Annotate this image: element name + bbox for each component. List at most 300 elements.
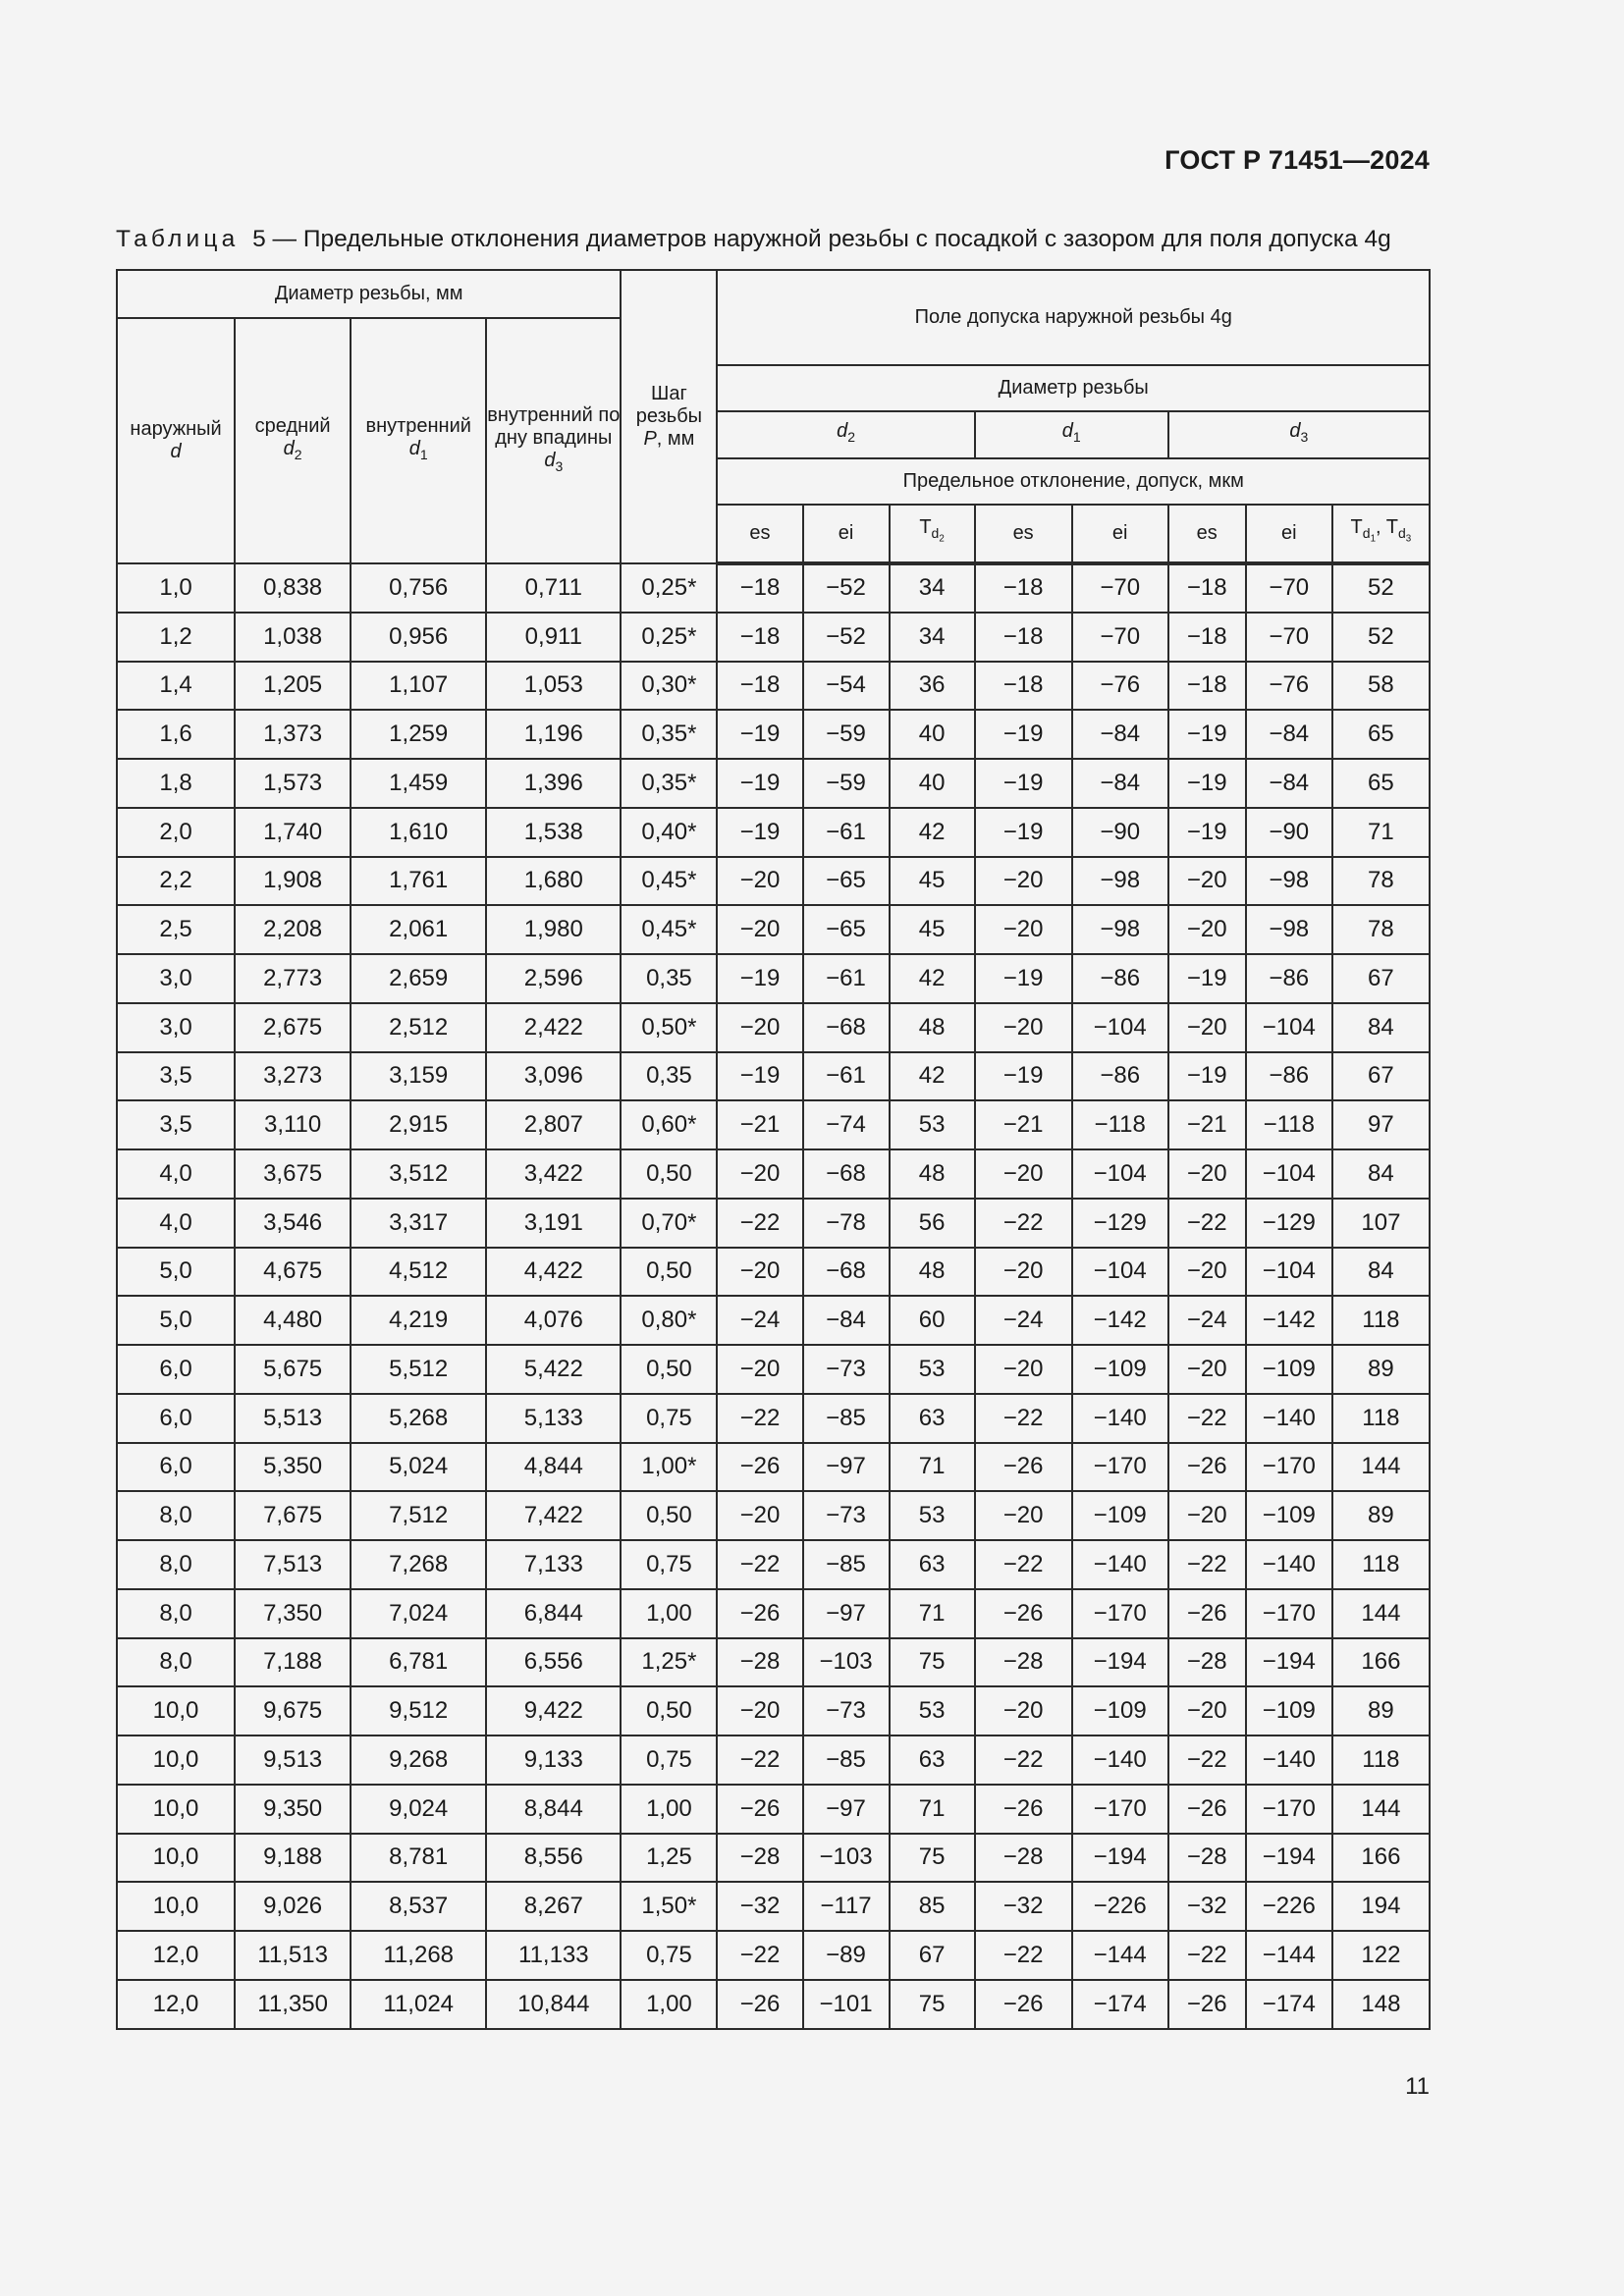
- cell-d1-es: −20: [975, 1491, 1072, 1540]
- table-row: [117, 1686, 1430, 1735]
- cell-d1-es: −20: [975, 857, 1072, 906]
- cell-td1-td3: 89: [1332, 1491, 1430, 1540]
- cell-inner-d1: 2,512: [351, 1003, 486, 1052]
- table-row: [117, 954, 1430, 1003]
- cell-inner-d1: 5,024: [351, 1443, 486, 1492]
- group-d1-index: 1: [1072, 429, 1081, 446]
- cell-d2-ei: −103: [803, 1638, 890, 1687]
- cell-td1-td3: 78: [1332, 857, 1430, 906]
- cell-d3-es: −26: [1168, 1980, 1246, 2029]
- cell-d2-es: −18: [717, 662, 802, 711]
- cell-td2: 48: [890, 1248, 975, 1297]
- cell-d3-es: −21: [1168, 1100, 1246, 1149]
- cell-pitch: 1,00*: [621, 1443, 717, 1492]
- cell-pitch: 1,50*: [621, 1882, 717, 1931]
- table-row: [117, 1491, 1430, 1540]
- cell-d1-es: −19: [975, 759, 1072, 808]
- group-d2-symbol: d: [837, 420, 848, 443]
- cell-inner-d1: 3,512: [351, 1149, 486, 1199]
- cell-d1-ei: −226: [1072, 1882, 1168, 1931]
- cell-d3-es: −20: [1168, 857, 1246, 906]
- cell-pitch: 0,70*: [621, 1199, 717, 1248]
- table-caption: [116, 226, 1432, 253]
- cell-d2-es: −28: [717, 1834, 802, 1883]
- cell-d3-es: −32: [1168, 1882, 1246, 1931]
- cell-inner-d1: 7,268: [351, 1540, 486, 1589]
- cell-middle-d2: 3,273: [235, 1052, 351, 1101]
- header-thread-diameter-mm: Диаметр резьбы, мм: [117, 270, 621, 318]
- cell-td1-td3: 194: [1332, 1882, 1430, 1931]
- header-d3-ei: ei: [1246, 505, 1332, 563]
- cell-td1-td3: 122: [1332, 1931, 1430, 1980]
- cell-middle-d2: 1,573: [235, 759, 351, 808]
- cell-root-d3: 5,133: [486, 1394, 621, 1443]
- cell-td2: 34: [890, 613, 975, 662]
- cell-outer-d: 10,0: [117, 1785, 235, 1834]
- cell-d3-ei: −109: [1246, 1686, 1332, 1735]
- cell-inner-d1: 1,761: [351, 857, 486, 906]
- cell-d3-ei: −84: [1246, 759, 1332, 808]
- cell-d3-ei: −109: [1246, 1491, 1332, 1540]
- cell-pitch: 0,50: [621, 1491, 717, 1540]
- cell-inner-d1: 11,024: [351, 1980, 486, 2029]
- cell-d3-ei: −86: [1246, 1052, 1332, 1101]
- header-pitch-unit: , мм: [656, 428, 695, 450]
- cell-outer-d: 1,6: [117, 710, 235, 759]
- table-row: [117, 710, 1430, 759]
- cell-outer-d: 12,0: [117, 1931, 235, 1980]
- cell-root-d3: 4,422: [486, 1248, 621, 1297]
- header-tolerance-field: Поле допуска наружной резьбы 4g: [717, 270, 1430, 365]
- cell-d3-es: −26: [1168, 1443, 1246, 1492]
- cell-middle-d2: 5,675: [235, 1345, 351, 1394]
- header-middle-index: 2: [294, 446, 302, 462]
- header-pitch: [621, 270, 717, 563]
- header-middle-label: средний: [254, 415, 331, 438]
- cell-middle-d2: 4,675: [235, 1248, 351, 1297]
- cell-td2: 63: [890, 1735, 975, 1785]
- cell-d2-ei: −73: [803, 1686, 890, 1735]
- cell-root-d3: 9,133: [486, 1735, 621, 1785]
- cell-middle-d2: 7,513: [235, 1540, 351, 1589]
- header-td3-sub-index: 3: [1405, 533, 1412, 545]
- cell-d3-ei: −129: [1246, 1199, 1332, 1248]
- table-row: [117, 1199, 1430, 1248]
- cell-inner-d1: 5,268: [351, 1394, 486, 1443]
- cell-middle-d2: 4,480: [235, 1296, 351, 1345]
- cell-d2-es: −19: [717, 808, 802, 857]
- cell-td1-td3: 148: [1332, 1980, 1430, 2029]
- cell-d3-ei: −174: [1246, 1980, 1332, 2029]
- cell-d1-es: −19: [975, 1052, 1072, 1101]
- cell-d1-ei: −86: [1072, 1052, 1168, 1101]
- cell-d2-ei: −78: [803, 1199, 890, 1248]
- cell-root-d3: 8,556: [486, 1834, 621, 1883]
- cell-inner-d1: 2,061: [351, 905, 486, 954]
- cell-d3-es: −20: [1168, 1491, 1246, 1540]
- cell-d3-es: −28: [1168, 1834, 1246, 1883]
- cell-pitch: 0,75: [621, 1931, 717, 1980]
- table-row: [117, 613, 1430, 662]
- cell-outer-d: 3,5: [117, 1052, 235, 1101]
- cell-td2: 53: [890, 1100, 975, 1149]
- group-d1-symbol: d: [1061, 420, 1073, 443]
- cell-outer-d: 8,0: [117, 1540, 235, 1589]
- cell-d3-es: −22: [1168, 1931, 1246, 1980]
- cell-middle-d2: 3,546: [235, 1199, 351, 1248]
- cell-d1-ei: −144: [1072, 1931, 1168, 1980]
- cell-d1-ei: −90: [1072, 808, 1168, 857]
- cell-d1-es: −32: [975, 1882, 1072, 1931]
- cell-d2-es: −21: [717, 1100, 802, 1149]
- cell-d2-ei: −59: [803, 759, 890, 808]
- cell-outer-d: 8,0: [117, 1589, 235, 1638]
- header-middle-diameter: [235, 318, 351, 563]
- cell-d1-ei: −129: [1072, 1199, 1168, 1248]
- cell-d2-ei: −68: [803, 1149, 890, 1199]
- cell-d1-ei: −194: [1072, 1638, 1168, 1687]
- cell-middle-d2: 7,350: [235, 1589, 351, 1638]
- cell-inner-d1: 0,956: [351, 613, 486, 662]
- cell-middle-d2: 7,188: [235, 1638, 351, 1687]
- cell-d1-ei: −98: [1072, 857, 1168, 906]
- cell-td1-td3: 67: [1332, 1052, 1430, 1101]
- cell-d2-es: −26: [717, 1785, 802, 1834]
- cell-inner-d1: 1,459: [351, 759, 486, 808]
- cell-root-d3: 4,844: [486, 1443, 621, 1492]
- table-row: [117, 1785, 1430, 1834]
- cell-td2: 75: [890, 1834, 975, 1883]
- cell-d2-es: −22: [717, 1540, 802, 1589]
- cell-d2-es: −19: [717, 1052, 802, 1101]
- header-d2-ei: ei: [803, 505, 890, 563]
- cell-d2-ei: −101: [803, 1980, 890, 2029]
- cell-td2: 53: [890, 1686, 975, 1735]
- cell-d2-ei: −68: [803, 1248, 890, 1297]
- header-root-symbol: d: [544, 449, 556, 471]
- cell-middle-d2: 1,908: [235, 857, 351, 906]
- cell-inner-d1: 7,512: [351, 1491, 486, 1540]
- cell-d2-es: −24: [717, 1296, 802, 1345]
- cell-d1-es: −22: [975, 1735, 1072, 1785]
- cell-d2-es: −22: [717, 1735, 802, 1785]
- cell-d2-ei: −74: [803, 1100, 890, 1149]
- cell-d3-ei: −170: [1246, 1589, 1332, 1638]
- cell-d2-ei: −68: [803, 1003, 890, 1052]
- cell-td1-td3: 107: [1332, 1199, 1430, 1248]
- header-inner-label: внутренний: [365, 415, 471, 438]
- header-td3-sub-d: d: [1398, 525, 1406, 542]
- caption-prefix: Таблица: [116, 226, 240, 252]
- table-row: [117, 1882, 1430, 1931]
- table-row: [117, 1248, 1430, 1297]
- cell-root-d3: 6,844: [486, 1589, 621, 1638]
- cell-pitch: 0,35: [621, 954, 717, 1003]
- cell-d1-ei: −140: [1072, 1394, 1168, 1443]
- cell-d1-ei: −104: [1072, 1149, 1168, 1199]
- cell-d3-ei: −109: [1246, 1345, 1332, 1394]
- cell-inner-d1: 0,756: [351, 563, 486, 613]
- cell-pitch: 0,40*: [621, 808, 717, 857]
- cell-d1-es: −26: [975, 1980, 1072, 2029]
- caption-number: 5: [252, 226, 266, 252]
- cell-d3-ei: −194: [1246, 1638, 1332, 1687]
- table-body: [117, 563, 1430, 2029]
- cell-pitch: 0,50: [621, 1345, 717, 1394]
- cell-td2: 36: [890, 662, 975, 711]
- cell-pitch: 0,60*: [621, 1100, 717, 1149]
- cell-root-d3: 10,844: [486, 1980, 621, 2029]
- cell-d1-ei: −170: [1072, 1785, 1168, 1834]
- cell-middle-d2: 9,350: [235, 1785, 351, 1834]
- cell-td2: 85: [890, 1882, 975, 1931]
- header-td-separator: ,: [1376, 516, 1386, 539]
- cell-middle-d2: 5,350: [235, 1443, 351, 1492]
- cell-root-d3: 3,096: [486, 1052, 621, 1101]
- table-row: [117, 1638, 1430, 1687]
- cell-d3-ei: −70: [1246, 563, 1332, 613]
- cell-pitch: 0,35*: [621, 710, 717, 759]
- cell-d1-ei: −174: [1072, 1980, 1168, 2029]
- table-row: [117, 808, 1430, 857]
- cell-middle-d2: 1,205: [235, 662, 351, 711]
- cell-td2: 34: [890, 563, 975, 613]
- header-td1-sub-d: d: [1362, 525, 1371, 542]
- cell-d3-ei: −104: [1246, 1248, 1332, 1297]
- cell-d3-ei: −170: [1246, 1785, 1332, 1834]
- cell-td2: 71: [890, 1443, 975, 1492]
- cell-d1-ei: −118: [1072, 1100, 1168, 1149]
- cell-d2-es: −32: [717, 1882, 802, 1931]
- cell-outer-d: 3,0: [117, 954, 235, 1003]
- cell-d3-ei: −104: [1246, 1149, 1332, 1199]
- cell-d3-es: −18: [1168, 662, 1246, 711]
- table-row: [117, 1296, 1430, 1345]
- cell-pitch: 1,25*: [621, 1638, 717, 1687]
- cell-d2-es: −22: [717, 1394, 802, 1443]
- cell-d3-es: −19: [1168, 710, 1246, 759]
- cell-td1-td3: 97: [1332, 1100, 1430, 1149]
- cell-inner-d1: 1,259: [351, 710, 486, 759]
- cell-pitch: 0,35: [621, 1052, 717, 1101]
- cell-td2: 63: [890, 1540, 975, 1589]
- cell-d3-es: −22: [1168, 1540, 1246, 1589]
- cell-d1-es: −26: [975, 1589, 1072, 1638]
- cell-d2-ei: −59: [803, 710, 890, 759]
- table-row: [117, 1100, 1430, 1149]
- table-row: [117, 1345, 1430, 1394]
- cell-d3-es: −22: [1168, 1199, 1246, 1248]
- cell-d1-ei: −86: [1072, 954, 1168, 1003]
- cell-pitch: 0,25*: [621, 613, 717, 662]
- header-inner-diameter: [351, 318, 486, 563]
- cell-d1-ei: −109: [1072, 1491, 1168, 1540]
- cell-td2: 40: [890, 759, 975, 808]
- cell-d2-es: −19: [717, 710, 802, 759]
- cell-outer-d: 3,5: [117, 1100, 235, 1149]
- cell-outer-d: 10,0: [117, 1834, 235, 1883]
- cell-root-d3: 2,422: [486, 1003, 621, 1052]
- document-code: ГОСТ Р 71451—2024: [1164, 145, 1430, 175]
- cell-d2-es: −18: [717, 613, 802, 662]
- cell-d3-ei: −84: [1246, 710, 1332, 759]
- cell-d3-es: −19: [1168, 759, 1246, 808]
- cell-d2-ei: −54: [803, 662, 890, 711]
- cell-td1-td3: 65: [1332, 759, 1430, 808]
- group-d3-index: 3: [1300, 429, 1309, 446]
- cell-d3-ei: −98: [1246, 857, 1332, 906]
- cell-d1-ei: −170: [1072, 1443, 1168, 1492]
- cell-root-d3: 4,076: [486, 1296, 621, 1345]
- cell-td1-td3: 118: [1332, 1540, 1430, 1589]
- cell-td2: 56: [890, 1199, 975, 1248]
- cell-d3-ei: −140: [1246, 1394, 1332, 1443]
- cell-d1-ei: −70: [1072, 613, 1168, 662]
- header-d2-es: es: [717, 505, 802, 563]
- cell-middle-d2: 2,675: [235, 1003, 351, 1052]
- cell-d2-es: −20: [717, 905, 802, 954]
- header-outer-symbol: d: [170, 441, 182, 462]
- cell-outer-d: 12,0: [117, 1980, 235, 2029]
- cell-td2: 48: [890, 1149, 975, 1199]
- cell-d2-es: −22: [717, 1199, 802, 1248]
- cell-td2: 63: [890, 1394, 975, 1443]
- cell-d2-ei: −85: [803, 1394, 890, 1443]
- cell-inner-d1: 3,159: [351, 1052, 486, 1101]
- cell-d2-ei: −65: [803, 857, 890, 906]
- cell-td2: 53: [890, 1345, 975, 1394]
- cell-d3-es: −24: [1168, 1296, 1246, 1345]
- cell-outer-d: 1,8: [117, 759, 235, 808]
- table-row: [117, 759, 1430, 808]
- cell-outer-d: 1,4: [117, 662, 235, 711]
- cell-root-d3: 1,680: [486, 857, 621, 906]
- cell-td1-td3: 89: [1332, 1686, 1430, 1735]
- cell-td1-td3: 71: [1332, 808, 1430, 857]
- cell-d2-ei: −85: [803, 1540, 890, 1589]
- cell-d1-ei: −109: [1072, 1345, 1168, 1394]
- header-td2-symbol: T: [919, 516, 932, 539]
- header-td1-symbol: T: [1350, 516, 1363, 539]
- cell-outer-d: 2,5: [117, 905, 235, 954]
- cell-pitch: 1,00: [621, 1785, 717, 1834]
- cell-outer-d: 1,0: [117, 563, 235, 613]
- header-td1-td3: [1332, 505, 1430, 563]
- table-row: [117, 1735, 1430, 1785]
- cell-d1-es: −22: [975, 1540, 1072, 1589]
- cell-td2: 75: [890, 1980, 975, 2029]
- header-d1-ei: ei: [1072, 505, 1168, 563]
- cell-pitch: 0,75: [621, 1540, 717, 1589]
- cell-d3-es: −20: [1168, 1345, 1246, 1394]
- cell-pitch: 0,30*: [621, 662, 717, 711]
- cell-d3-ei: −170: [1246, 1443, 1332, 1492]
- cell-td1-td3: 166: [1332, 1834, 1430, 1883]
- cell-d3-ei: −76: [1246, 662, 1332, 711]
- cell-d2-es: −19: [717, 954, 802, 1003]
- group-d3-symbol: d: [1289, 420, 1301, 443]
- cell-d2-es: −20: [717, 1345, 802, 1394]
- cell-d1-es: −28: [975, 1638, 1072, 1687]
- cell-d3-es: −19: [1168, 954, 1246, 1003]
- cell-d3-ei: −226: [1246, 1882, 1332, 1931]
- cell-pitch: 0,45*: [621, 905, 717, 954]
- cell-root-d3: 1,053: [486, 662, 621, 711]
- cell-td1-td3: 65: [1332, 710, 1430, 759]
- cell-pitch: 1,00: [621, 1980, 717, 2029]
- cell-outer-d: 2,0: [117, 808, 235, 857]
- header-d1-es: es: [975, 505, 1072, 563]
- cell-d2-es: −20: [717, 1686, 802, 1735]
- cell-d3-ei: −142: [1246, 1296, 1332, 1345]
- cell-d2-es: −26: [717, 1443, 802, 1492]
- cell-d1-ei: −104: [1072, 1248, 1168, 1297]
- table-row: [117, 1540, 1430, 1589]
- cell-d2-ei: −65: [803, 905, 890, 954]
- cell-d1-es: −20: [975, 1248, 1072, 1297]
- cell-middle-d2: 1,038: [235, 613, 351, 662]
- cell-d2-ei: −97: [803, 1443, 890, 1492]
- cell-d3-es: −20: [1168, 1686, 1246, 1735]
- cell-d2-es: −20: [717, 1003, 802, 1052]
- cell-d2-es: −26: [717, 1589, 802, 1638]
- cell-d2-ei: −85: [803, 1735, 890, 1785]
- cell-inner-d1: 8,537: [351, 1882, 486, 1931]
- cell-root-d3: 1,980: [486, 905, 621, 954]
- cell-td1-td3: 52: [1332, 563, 1430, 613]
- cell-td1-td3: 78: [1332, 905, 1430, 954]
- table-row: [117, 1052, 1430, 1101]
- cell-inner-d1: 2,659: [351, 954, 486, 1003]
- cell-inner-d1: 3,317: [351, 1199, 486, 1248]
- cell-d2-es: −22: [717, 1931, 802, 1980]
- cell-d2-es: −26: [717, 1980, 802, 2029]
- cell-root-d3: 11,133: [486, 1931, 621, 1980]
- cell-root-d3: 1,196: [486, 710, 621, 759]
- header-pitch-label: Шаг резьбы: [635, 383, 703, 427]
- cell-td2: 42: [890, 1052, 975, 1101]
- cell-d1-ei: −170: [1072, 1589, 1168, 1638]
- cell-d1-es: −20: [975, 1003, 1072, 1052]
- cell-root-d3: 9,422: [486, 1686, 621, 1735]
- cell-d1-es: −20: [975, 1149, 1072, 1199]
- cell-middle-d2: 9,513: [235, 1735, 351, 1785]
- cell-d1-es: −28: [975, 1834, 1072, 1883]
- cell-td2: 40: [890, 710, 975, 759]
- header-td2-sub-index: 2: [939, 533, 945, 545]
- cell-root-d3: 0,711: [486, 563, 621, 613]
- cell-d2-es: −20: [717, 1149, 802, 1199]
- header-root-index: 3: [555, 457, 564, 474]
- cell-td1-td3: 84: [1332, 1149, 1430, 1199]
- table-row: [117, 1394, 1430, 1443]
- cell-d2-es: −19: [717, 759, 802, 808]
- cell-d2-ei: −73: [803, 1491, 890, 1540]
- cell-root-d3: 2,807: [486, 1100, 621, 1149]
- cell-d3-ei: −140: [1246, 1735, 1332, 1785]
- cell-pitch: 1,25: [621, 1834, 717, 1883]
- cell-outer-d: 5,0: [117, 1248, 235, 1297]
- cell-middle-d2: 0,838: [235, 563, 351, 613]
- cell-inner-d1: 9,268: [351, 1735, 486, 1785]
- cell-outer-d: 5,0: [117, 1296, 235, 1345]
- cell-d3-es: −18: [1168, 563, 1246, 613]
- cell-middle-d2: 3,110: [235, 1100, 351, 1149]
- cell-d3-es: −19: [1168, 808, 1246, 857]
- cell-outer-d: 10,0: [117, 1686, 235, 1735]
- cell-td1-td3: 58: [1332, 662, 1430, 711]
- cell-d3-es: −20: [1168, 1149, 1246, 1199]
